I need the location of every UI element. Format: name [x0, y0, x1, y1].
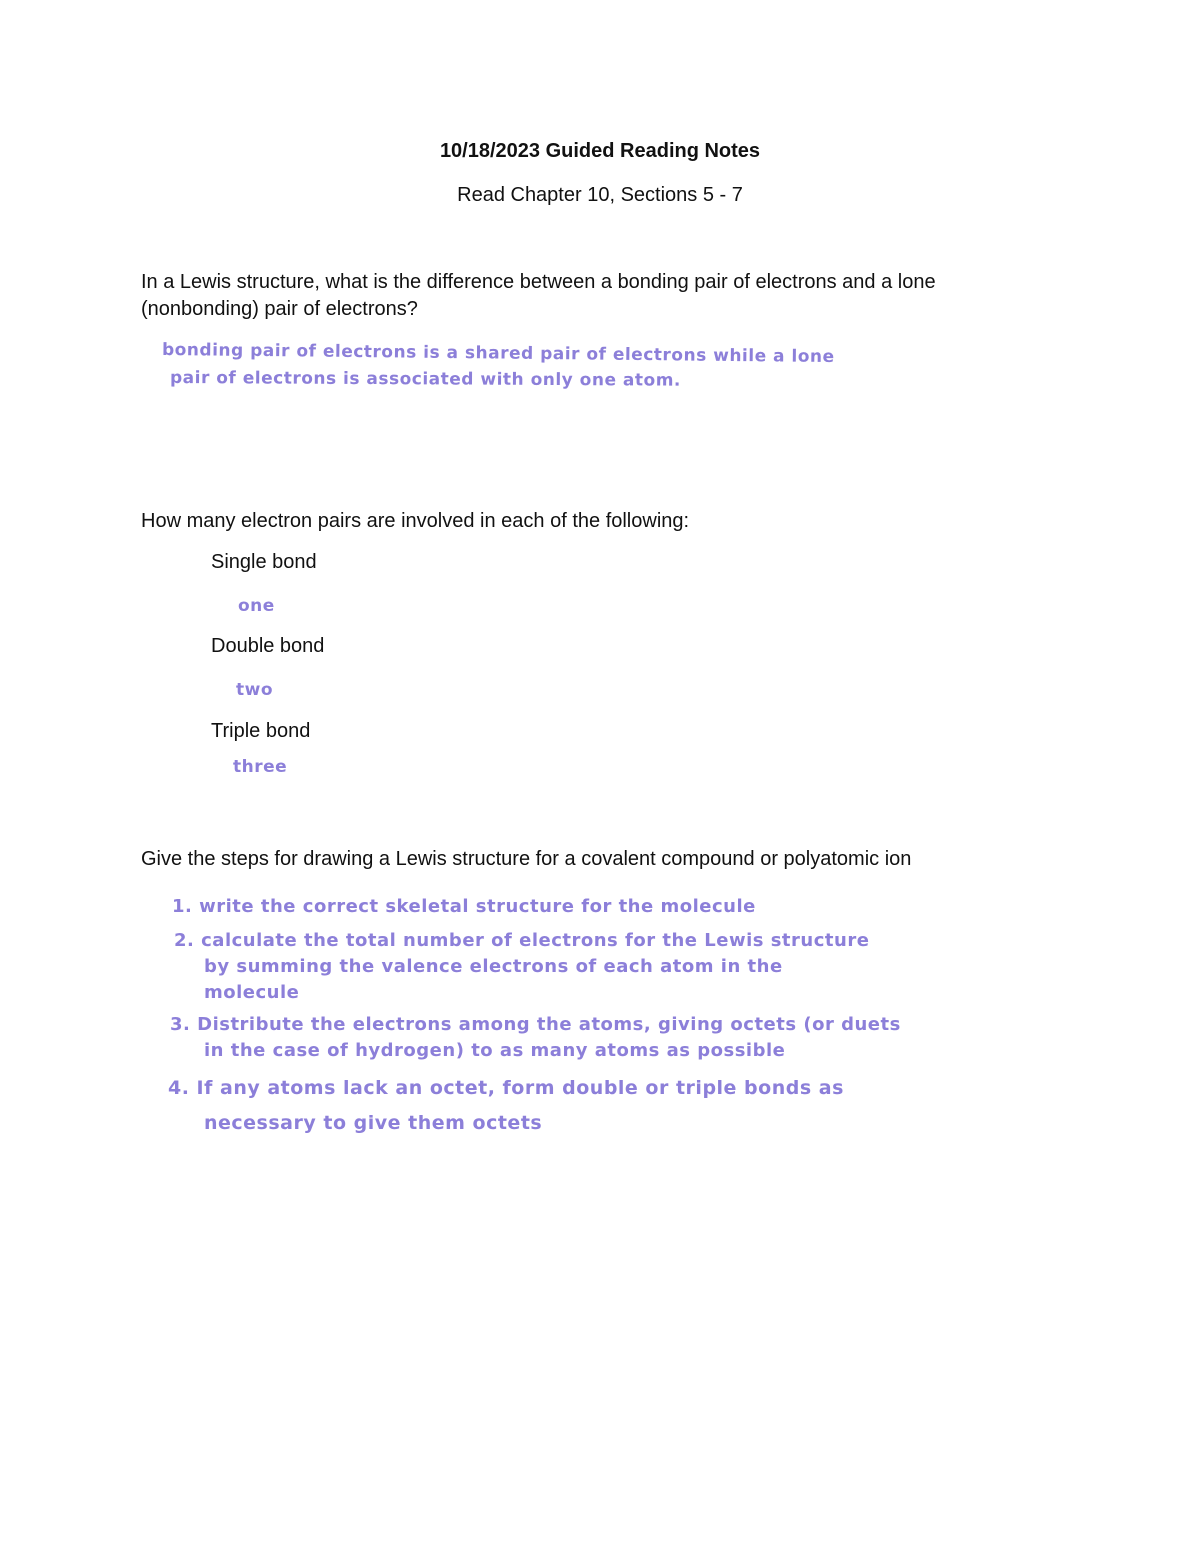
double-bond-answer: two	[236, 680, 274, 700]
double-bond-label: Double bond	[211, 635, 325, 657]
step-4-line-1: 4. If any atoms lack an octet, form double or triple bonds as	[168, 1077, 844, 1099]
single-bond-answer: one	[238, 596, 275, 616]
step-4-line-2: necessary to give them octets	[204, 1112, 543, 1134]
single-bond-label: Single bond	[211, 551, 317, 573]
step-2-line-3: molecule	[204, 982, 300, 1003]
question-1-text: In a Lewis structure, what is the difference between a bonding pair of electrons and a lone (nonbonding) pair of electrons?	[141, 271, 936, 320]
step-3-line-1: 3. Distribute the electrons among the atoms, giving octets (or duets	[170, 1014, 901, 1035]
triple-bond-label: Triple bond	[211, 720, 311, 742]
handwritten-answer-1-line-2: pair of electrons is associated with only one atom.	[169, 368, 681, 391]
step-2-line-2: by summing the valence electrons of each atom in the	[204, 956, 783, 977]
page-title: 10/18/2023 Guided Reading Notes	[439, 140, 761, 162]
step-1-line: 1. write the correct skeletal structure for the molecule	[172, 896, 756, 917]
question-3-text: Give the steps for drawing a Lewis structure for a covalent compound or polyatomic ion	[141, 848, 912, 870]
question-2-text: How many electron pairs are involved in each of the following:	[141, 510, 690, 532]
triple-bond-answer: three	[233, 757, 288, 777]
page-subtitle: Read Chapter 10, Sections 5 - 7	[457, 184, 743, 206]
handwritten-answer-1-line-1: bonding pair of electrons is a shared pair of electrons while a lone	[161, 340, 835, 368]
step-3-line-2: in the case of hydrogen) to as many atoms as possible	[204, 1040, 786, 1061]
step-2-line-1: 2. calculate the total number of electrons for the Lewis structure	[174, 930, 870, 951]
